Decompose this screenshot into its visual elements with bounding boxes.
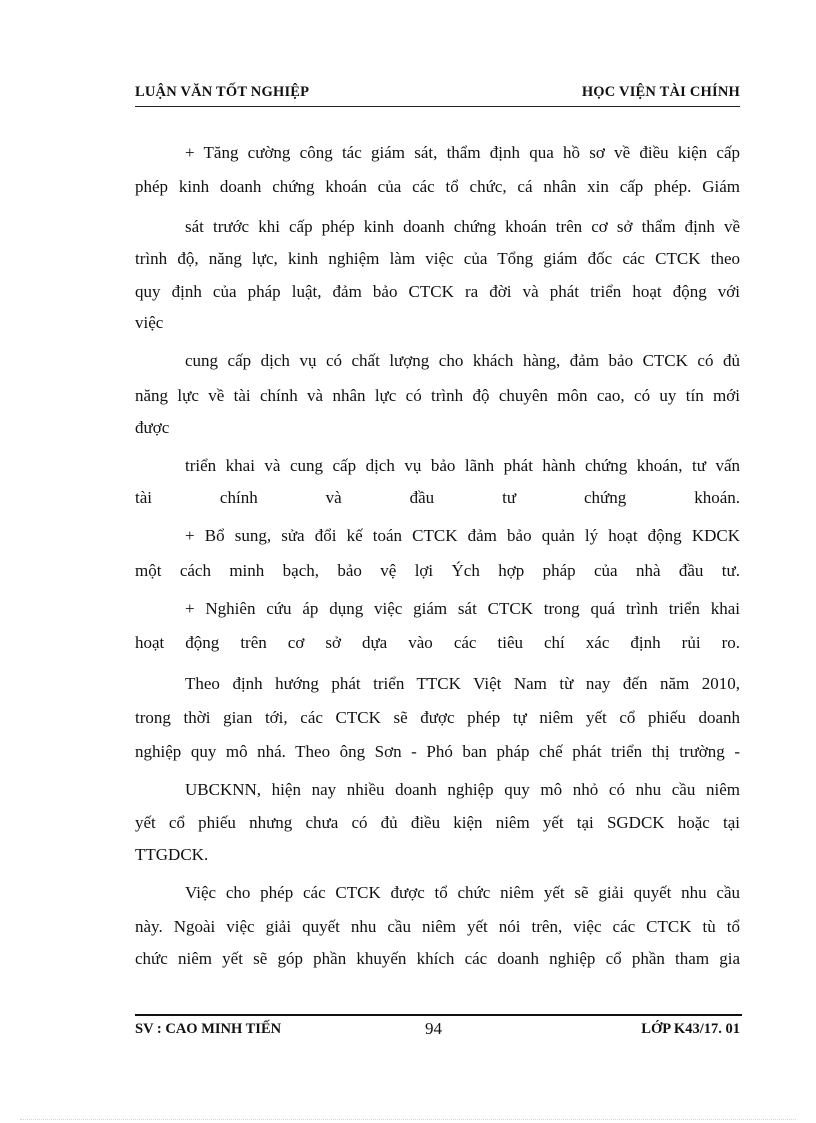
page-number: 94 bbox=[425, 1019, 442, 1038]
text-line: UBCKNN, hiện nay nhiều doanh nghiệp quy mô nhỏ có nhu cầu niêm bbox=[185, 780, 740, 799]
text-line: + Tăng cường công tác giám sát, thẩm định qua hồ sơ về điều kiện cấp bbox=[185, 143, 740, 162]
text-line: hoạt động trên cơ sở dựa vào các tiêu chí xác định rủi ro. bbox=[135, 633, 740, 652]
text-line: yết cổ phiếu nhưng chưa có đủ điều kiện niêm yết tại SGDCK hoặc tại bbox=[135, 813, 740, 832]
text-line: tài chính và đầu tư chứng khoán. bbox=[135, 488, 740, 507]
text-line: phép kinh doanh chứng khoán của các tổ chức, cá nhân xin cấp phép. Giám bbox=[135, 177, 740, 196]
text-line: Việc cho phép các CTCK được tổ chức niêm yết sẽ giải quyết nhu cầu bbox=[185, 883, 740, 902]
text-line: + Bổ sung, sửa đổi kế toán CTCK đảm bảo quản lý hoạt động KDCK bbox=[185, 526, 740, 545]
page-header bbox=[135, 84, 740, 107]
page-footer bbox=[135, 1021, 740, 1043]
text-line: một cách minh bạch, bảo vệ lợi Ých hợp pháp của nhà đầu tư. bbox=[135, 561, 740, 580]
header-institution: HỌC VIỆN TÀI CHÍNH bbox=[581, 84, 740, 100]
text-line: việc bbox=[135, 313, 164, 332]
footer-divider bbox=[135, 1014, 742, 1016]
text-line: cung cấp dịch vụ có chất lượng cho khách hàng, đảm bảo CTCK có đủ bbox=[185, 351, 740, 370]
footer-student-name: SV : CAO MINH TIẾN bbox=[135, 1021, 282, 1037]
text-line: được bbox=[135, 418, 170, 437]
text-line: triển khai và cung cấp dịch vụ bảo lãnh phát hành chứng khoán, tư vấn bbox=[185, 456, 740, 475]
text-line: Theo định hướng phát triển TTCK Việt Nam từ nay đến năm 2010, bbox=[185, 674, 740, 693]
header-thesis-title: LUẬN VĂN TỐT NGHIỆP bbox=[135, 84, 310, 100]
text-line: chức niêm yết sẽ góp phần khuyến khích các doanh nghiệp cổ phần tham gia bbox=[135, 949, 740, 968]
text-line: nghiệp quy mô nhá. Theo ông Sơn - Phó ban pháp chế phát triển thị trường - bbox=[135, 742, 740, 761]
text-line: trong thời gian tới, các CTCK sẽ được phép tự niêm yết cổ phiếu doanh bbox=[135, 708, 740, 727]
text-line: quy định của pháp luật, đảm bảo CTCK ra đời và phát triển hoạt động với bbox=[135, 282, 740, 301]
text-line: TTGDCK. bbox=[135, 845, 209, 864]
page-bottom-edge bbox=[20, 1119, 796, 1120]
footer-class-code: LỚP K43/17. 01 bbox=[641, 1021, 740, 1037]
text-line: này. Ngoài việc giải quyết nhu cầu niêm yết nói trên, việc các CTCK tù tổ bbox=[135, 917, 740, 936]
text-line: năng lực về tài chính và nhân lực có trình độ chuyên môn cao, có uy tín mới bbox=[135, 386, 740, 405]
text-line: sát trước khi cấp phép kinh doanh chứng khoán trên cơ sở thẩm định về bbox=[185, 217, 740, 236]
text-line: + Nghiên cứu áp dụng việc giám sát CTCK trong quá trình triển khai bbox=[185, 599, 740, 618]
text-line: trình độ, năng lực, kinh nghiệm làm việc của Tổng giám đốc các CTCK theo bbox=[135, 249, 740, 268]
